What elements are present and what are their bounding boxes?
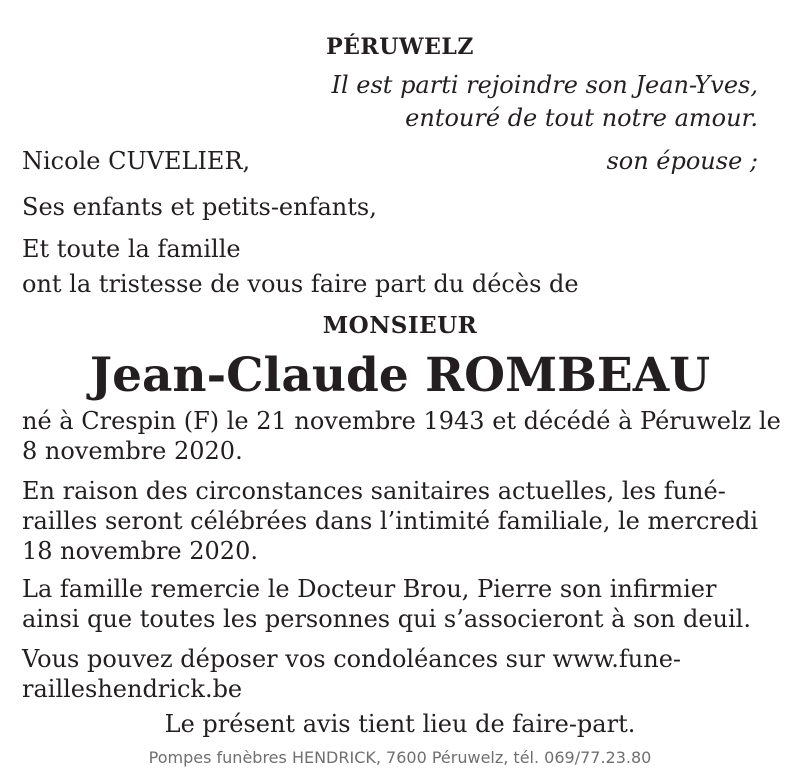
condolences-line-1: Vous pouvez déposer vos condoléances sur www.fune- (22, 645, 682, 673)
thanks-line-1: La famille remercie le Docteur Brou, Pierre son infirmier (22, 575, 717, 603)
funeral-line-1: En raison des circonstances sanitaires actuelles, les funé- (22, 477, 726, 505)
birth-death-line-2: 8 novembre 2020. (22, 437, 243, 465)
funeral-line-2: railles seront célébrées dans l’intimité familiale, le mercredi (22, 507, 759, 535)
funeral-home-footer: Pompes funèbres HENDRICK, 7600 Péruwelz, tél. 069/77.23.80 (148, 748, 652, 767)
town-heading: PÉRUWELZ (326, 34, 474, 60)
thanks-line-2: ainsi que toutes les personnes qui s’associeront à son deuil. (22, 605, 751, 633)
funeral-line-3: 18 novembre 2020. (22, 537, 258, 565)
epigraph-line-1: Il est parti rejoindre son Jean-Yves, (331, 71, 758, 99)
condolences-line-2: railleshendrick.be (22, 675, 243, 703)
family-line: Et toute la famille (22, 235, 241, 263)
announcement-line: ont la tristesse de vous faire part du décès de (22, 270, 579, 298)
birth-death-line-1: né à Crespin (F) le 21 novembre 1943 et décédé à Péruwelz le (22, 407, 781, 435)
deceased-name: Jean-Claude ROMBEAU (89, 348, 711, 403)
title-monsieur: MONSIEUR (322, 312, 478, 339)
epigraph-line-2: entouré de tout notre amour. (405, 104, 758, 132)
closing-line: Le présent avis tient lieu de faire-part. (164, 710, 636, 738)
children-line: Ses enfants et petits-enfants, (22, 193, 377, 221)
spouse-role: son épouse ; (606, 147, 758, 175)
spouse-name: Nicole CUVELIER, (22, 147, 251, 175)
